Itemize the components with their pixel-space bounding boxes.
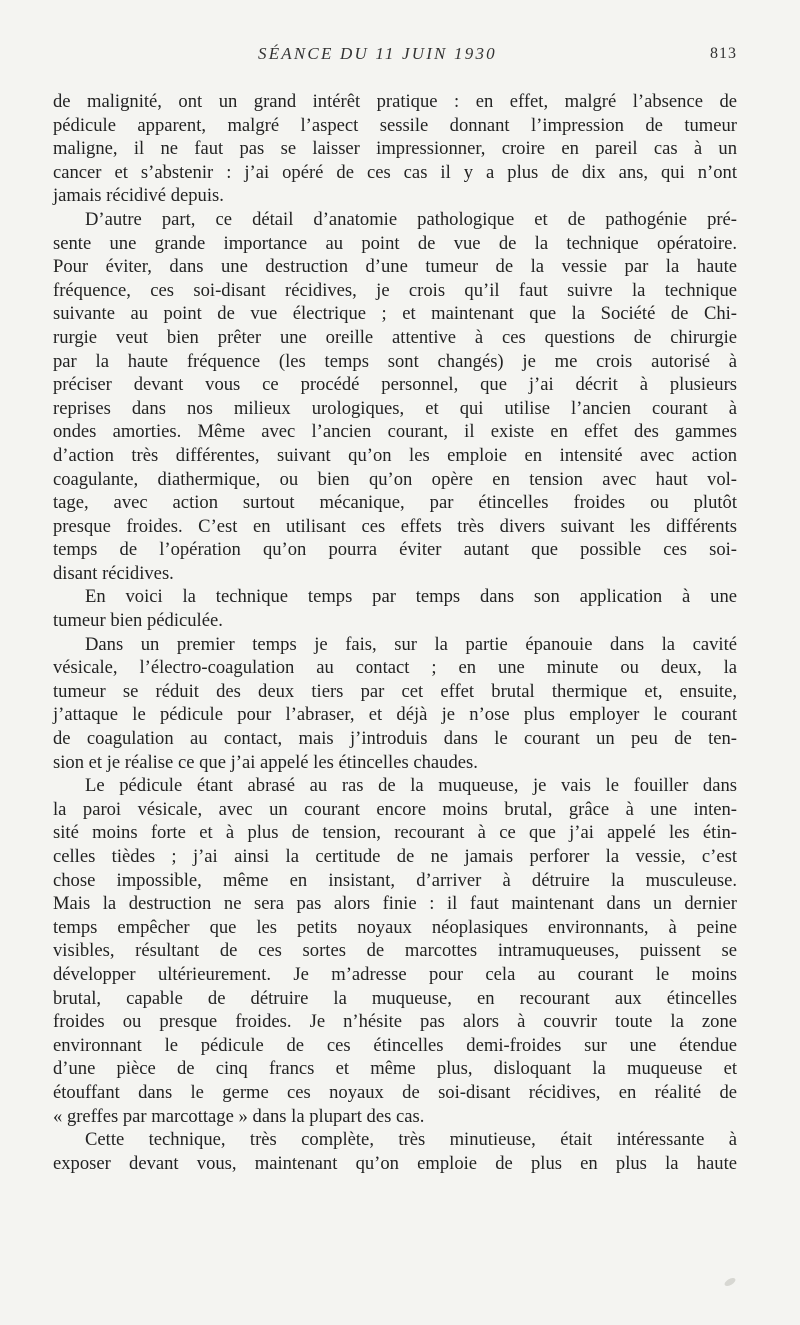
- text-line: rurgie veut bien prêter une oreille attentive à ces questions de chirurgie: [53, 326, 737, 348]
- text-line: tumeur se réduit des deux tiers par cet effet brutal thermique et, ensuite,: [53, 680, 737, 702]
- text-line: de malignité, ont un grand intérêt pratique : en effet, malgré l’absence de: [53, 91, 737, 112]
- text-line: froides ou presque froides. Je n’hésite pas alors à couvrir toute la zone: [53, 1011, 737, 1033]
- text-line: celles tièdes ; j’ai ainsi la certitude de ne jamais perforer la vessie, c’est: [53, 846, 737, 867]
- text-line: visibles, résultant de ces sortes de marcottes intramuqueuses, puissent se: [53, 940, 737, 962]
- text-line: la paroi vésicale, avec un courant encore moins brutal, grâce à une inten-: [53, 798, 737, 820]
- text-line: presque froides. C’est en utilisant ces effets très divers suivant les différents: [53, 515, 737, 537]
- page-number: 813: [710, 45, 737, 62]
- text-line: coagulante, diathermique, ou bien qu’on opère en tension avec haut vol-: [53, 468, 737, 490]
- text-line: temps de l’opération qu’on pourra éviter autant que possible ces soi-: [53, 539, 737, 561]
- text-line: vésicale, l’électro-coagulation au contact ; en une minute ou deux, la: [53, 657, 737, 679]
- text-line: jamais récidivé depuis.: [53, 185, 224, 207]
- text-line: fréquence, ces soi-disant récidives, je crois qu’il faut suivre la technique: [53, 279, 737, 301]
- text-line: En voici la technique temps par temps dans son application à une: [85, 586, 737, 608]
- text-line: de coagulation au contact, mais j’introduis dans le courant un peu de ten-: [53, 728, 737, 750]
- text-line: par la haute fréquence (les temps sont changés) je me crois autorisé à: [53, 350, 737, 372]
- text-line: sente une grande importance au point de vue de la technique opératoire.: [53, 232, 737, 254]
- text-line: « greffes par marcottage » dans la plupart des cas.: [53, 1105, 425, 1127]
- text-line: sion et je réalise ce que j’ai appelé les étincelles chaudes.: [53, 751, 478, 773]
- text-line: tumeur bien pédiculée.: [53, 610, 223, 632]
- paper-blemish: [723, 1276, 736, 1287]
- text-line: ondes amorties. Même avec l’ancien courant, il existe en effet des gammes: [53, 421, 737, 443]
- text-line: d’une pièce de cinq francs et même plus, disloquant la muqueuse et: [53, 1058, 737, 1080]
- text-line: environnant le pédicule de ces étincelles demi-froides sur une étendue: [53, 1034, 737, 1056]
- text-line: maligne, il ne faut pas se laisser impressionner, croire en pareil cas à un: [53, 138, 737, 160]
- text-line: préciser devant vous ce procédé personnel, que j’ai décrit à plusieurs: [53, 374, 737, 396]
- text-line: étouffant dans le germe ces noyaux de soi-disant récidives, en réalité de: [53, 1081, 737, 1103]
- text-line: Pour éviter, dans une destruction d’une tumeur de la vessie par la haute: [53, 256, 737, 278]
- running-title: SÉANCE DU 11 JUIN 1930: [258, 44, 497, 63]
- text-line: Dans un premier temps je fais, sur la partie épanouie dans la cavité: [85, 633, 737, 655]
- text-line: exposer devant vous, maintenant qu’on emploie de plus en plus la haute: [53, 1152, 737, 1174]
- text-line: Cette technique, très complète, très minutieuse, était intéressante à: [85, 1129, 737, 1151]
- text-line: brutal, capable de détruire la muqueuse, en recourant aux étincelles: [53, 987, 737, 1009]
- page-header: [0, 44, 800, 68]
- body-text: [53, 90, 737, 1175]
- text-line: tage, avec action surtout mécanique, par étincelles froides ou plutôt: [53, 492, 737, 514]
- text-line: Le pédicule étant abrasé au ras de la muqueuse, je vais le fouiller dans: [85, 775, 737, 797]
- text-line: temps empêcher que les petits noyaux néoplasiques environnants, à peine: [53, 916, 737, 938]
- text-line: d’action très différentes, suivant qu’on les emploie en intensité avec action: [53, 444, 737, 466]
- text-line: Mais la destruction ne sera pas alors finie : il faut maintenant dans un dernier: [53, 893, 737, 915]
- text-line: chose impossible, même en insistant, d’arriver à détruire la musculeuse.: [53, 869, 737, 891]
- text-line: sité moins forte et à plus de tension, recourant à ce que j’ai appelé les étin-: [53, 822, 737, 844]
- text-line: D’autre part, ce détail d’anatomie pathologique et de pathogénie pré-: [85, 208, 737, 230]
- text-line: suivante au point de vue électrique ; et maintenant que la Société de Chi-: [53, 303, 737, 325]
- text-line: pédicule apparent, malgré l’aspect sessile donnant l’impression de tumeur: [53, 114, 737, 136]
- text-line: disant récidives.: [53, 562, 174, 584]
- text-line: développer ultérieurement. Je m’adresse pour cela au courant le moins: [53, 963, 737, 985]
- text-line: reprises dans nos milieux urologiques, et qui utilise l’ancien courant à: [53, 397, 737, 419]
- text-line: cancer et s’abstenir : j’ai opéré de ces cas il y a plus de dix ans, qui n’ont: [53, 161, 737, 183]
- text-line: j’attaque le pédicule pour l’abraser, et déjà je n’ose plus employer le courant: [53, 704, 737, 726]
